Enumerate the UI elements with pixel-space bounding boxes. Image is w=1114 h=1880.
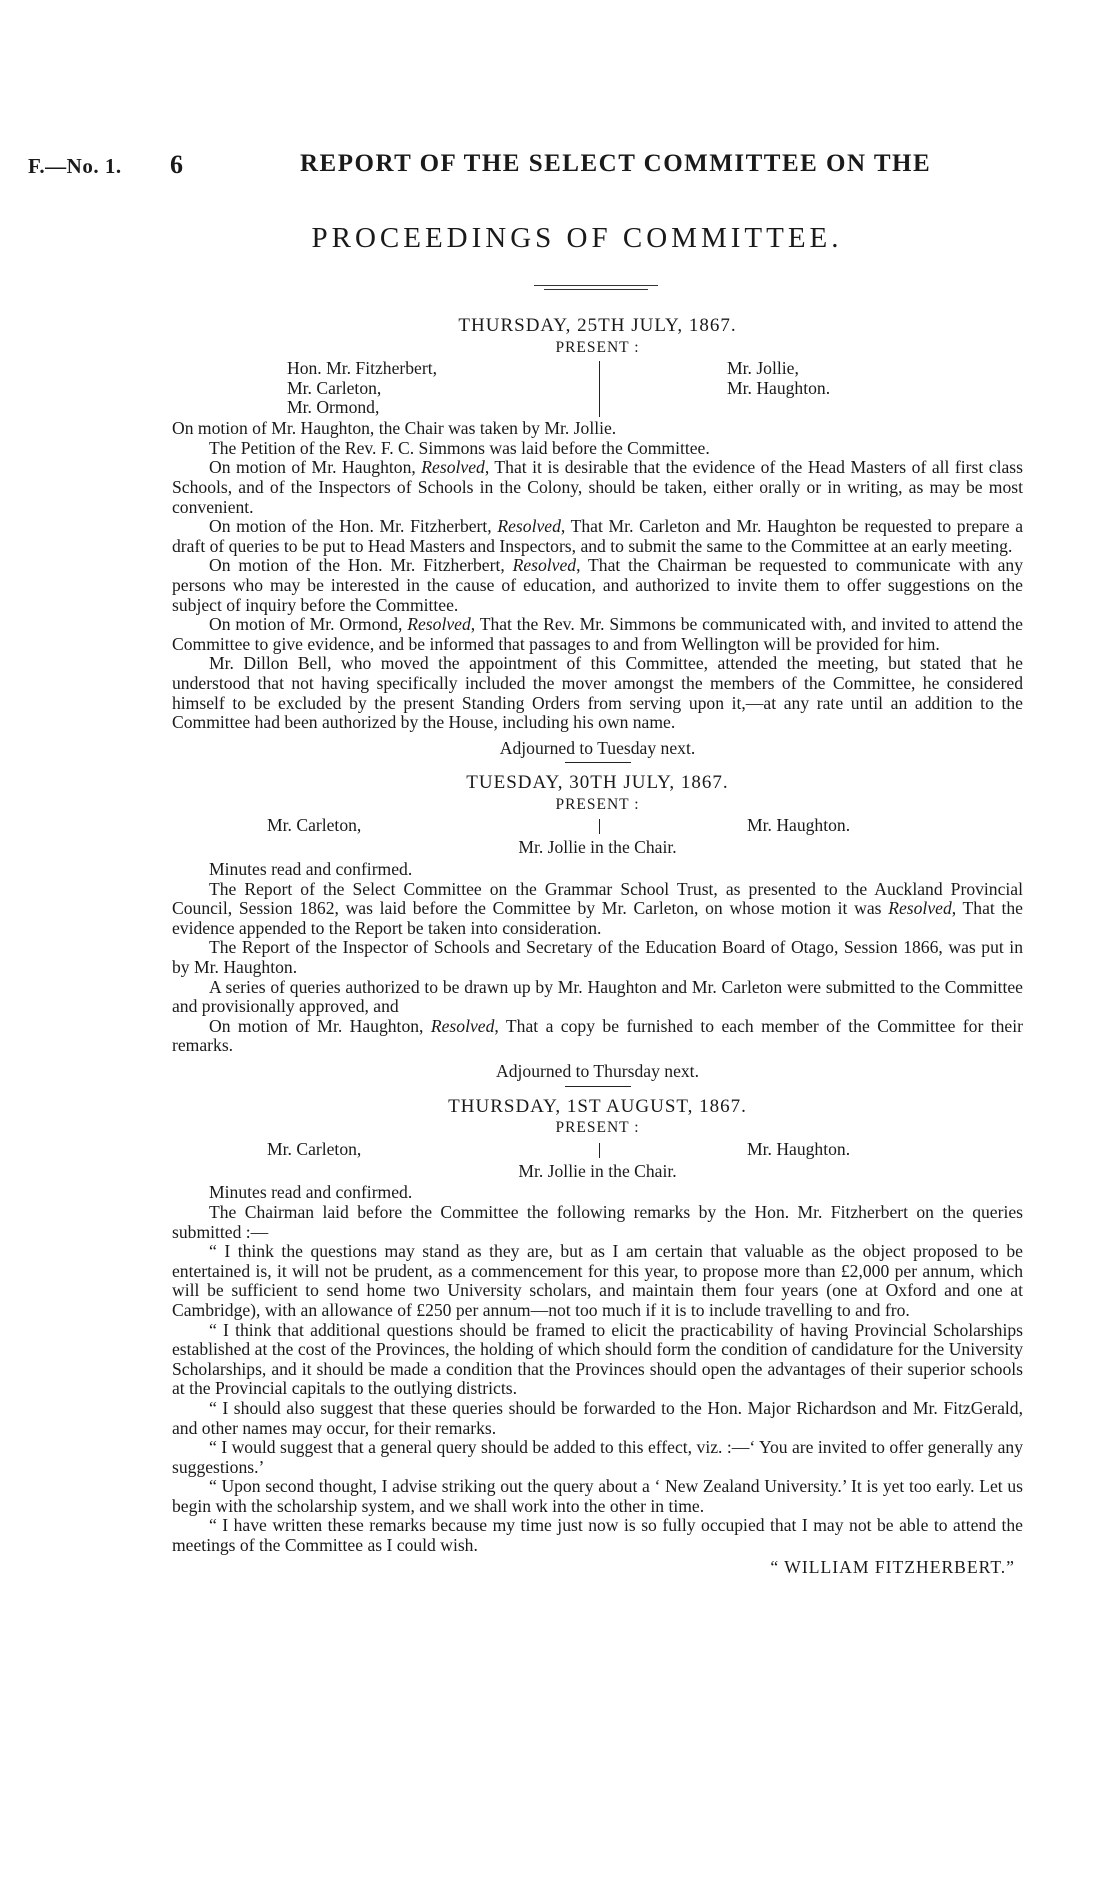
member-name: Hon. Mr. Fitzherbert, (287, 358, 438, 379)
page-number: 6 (170, 150, 183, 179)
meeting-date: TUESDAY, 30TH JULY, 1867. (466, 772, 729, 794)
meeting-date: THURSDAY, 25TH JULY, 1867. (458, 315, 737, 336)
quoted-paragraph: “ I should also suggest that these queries should be forwarded to the Hon. Major Richardson and Mr. FitzGerald, and other names may occur, for their remarks. (172, 1397, 1023, 1438)
minute-paragraph: Minutes read and confirmed. (209, 859, 413, 880)
present-label: PRESENT : (555, 1119, 640, 1137)
column-divider (599, 1143, 600, 1158)
minute-paragraph: On motion of Mr. Haughton, Resolved, That it is desirable that the evidence of the Head Masters of all first class Schools, and of the Inspectors of Schools in the Colony, should be taken, either orally or in writing, as may be most convenient. (172, 457, 1023, 517)
quoted-paragraph: “ I have written these remarks because my time just now is so fully occupied that I may not be able to attend the meetings of the Committee as I could wish. (172, 1515, 1023, 1556)
chair-note: Mr. Jollie in the Chair. (518, 837, 677, 858)
minute-paragraph: The Report of the Inspector of Schools and Secretary of the Education Board of Otago, Session 1866, was put in by Mr. Haughton. (172, 937, 1023, 978)
present-label: PRESENT : (555, 795, 640, 813)
minute-paragraph: On motion of the Hon. Mr. Fitzherbert, Resolved, That Mr. Carleton and Mr. Haughton be requested to prepare a draft of queries to be put to Head Masters and Inspectors, and to submit the same to the Committee at an early meeting. (172, 516, 1023, 556)
column-divider (599, 819, 600, 834)
quoted-paragraph: “ I think that additional questions should be framed to elicit the practicability of having Provincial Scholarships established at the cost of the Provinces, the holding of which should form the condition of candidature for the University Scholarships, and it should be made a condition that the Provinces should open the advantages of their superior schools at the Provincial capitals to the outlying districts. (172, 1319, 1023, 1399)
adjournment-note: Adjourned to Tuesday next. (499, 737, 696, 758)
running-header (0, 150, 1114, 190)
section-divider (565, 762, 631, 763)
adjournment-note: Adjourned to Thursday next. (496, 1061, 699, 1081)
chair-note: Mr. Jollie in the Chair. (518, 1160, 677, 1181)
minute-paragraph: On motion of Mr. Ormond, Resolved, That the Rev. Mr. Simmons be communicated with, and invited to attend the Committee to give evidence, and be informed that passages to and from Wellington will be provided for him. (172, 614, 1023, 654)
member-name: Mr. Haughton. (747, 1138, 851, 1159)
member-name: Mr. Carleton, (267, 1138, 362, 1159)
member-name: Mr. Haughton. (747, 815, 851, 836)
minute-paragraph: Minutes read and confirmed. (209, 1182, 413, 1203)
signature: “ WILLIAM FITZHERBERT.” (770, 1556, 1015, 1577)
minute-paragraph: The Chairman laid before the Committee the following remarks by the Hon. Mr. Fitzherbert on the queries submitted :— (172, 1201, 1023, 1242)
members-present (172, 359, 1023, 419)
members-left-column (267, 816, 361, 836)
members-right-column (727, 359, 830, 398)
member-name: Mr. Ormond, (287, 397, 380, 418)
title-divider (544, 289, 648, 290)
present-label: PRESENT : (555, 338, 640, 356)
member-name: Mr. Carleton, (287, 377, 382, 398)
meeting-1 (172, 316, 1023, 763)
member-name: Mr. Jollie, (727, 358, 799, 379)
member-name: Mr. Haughton. (727, 377, 831, 398)
members-present (172, 1140, 1023, 1162)
minute-paragraph: The Report of the Select Committee on the Grammar School Trust, as presented to the Auckland Provincial Council, Session 1862, was laid before the Committee by Mr. Carleton, on whose motion it was Resolved, That the evidence appended to the Report be taken into consideration. (172, 878, 1023, 938)
page-title: PROCEEDINGS OF COMMITTEE. (311, 222, 843, 254)
members-left-column (287, 359, 437, 418)
members-present (172, 816, 1023, 838)
minute-paragraph: On motion of Mr. Haughton, the Chair was taken by Mr. Jollie. (172, 418, 617, 439)
minute-paragraph: The Petition of the Rev. F. C. Simmons was laid before the Committee. (209, 437, 710, 458)
minute-paragraph: On motion of Mr. Haughton, Resolved, That a copy be furnished to each member of the Committee for their remarks. (172, 1015, 1023, 1056)
members-right-column (747, 816, 850, 836)
minute-paragraph: On motion of the Hon. Mr. Fitzherbert, Resolved, That the Chairman be requested to communicate with any persons who may be interested in the cause of education, and authorized to invite them to offer suggestions on the subject of inquiry before the Committee. (172, 555, 1024, 615)
minute-paragraph: Mr. Dillon Bell, who moved the appointment of this Committee, attended the meeting, but stated that he understood that not having specifically included the mover amongst the members of the Committee, he considered himself to be excluded by the present Standing Orders from serving upon it,—at any rate until an addition to the Committee had been authorized by the House, including his own name. (172, 653, 1023, 733)
quoted-paragraph: “ I would suggest that a general query should be added to this effect, viz. :—‘ You are invited to offer generally any suggestions.’ (172, 1437, 1023, 1477)
document-body (172, 316, 1023, 1577)
section-divider (565, 1086, 631, 1087)
meeting-3 (172, 1097, 1023, 1578)
minute-paragraph: A series of queries authorized to be drawn up by Mr. Haughton and Mr. Carleton were submitted to the Committee and provisionally approved, and (172, 976, 1023, 1017)
meeting-2 (172, 773, 1023, 1086)
title-divider (534, 285, 658, 286)
member-name: Mr. Carleton, (267, 815, 362, 836)
meeting-date: THURSDAY, 1ST AUGUST, 1867. (448, 1095, 747, 1117)
running-title: REPORT OF THE SELECT COMMITTEE ON THE (300, 150, 932, 177)
quoted-paragraph: “ Upon second thought, I advise striking out the query about a ‘ New Zealand University.’ It is yet too early. Let us begin with the scholarship system, and we shall work into the other in time. (172, 1476, 1023, 1516)
column-divider (599, 361, 600, 417)
quoted-paragraph: “ I think the questions may stand as they are, but as I am certain that valuable as the object proposed to be entertained is, it will not be prudent, as a commencement for this year, to propose more than £2,000 per annum, which will be sufficient to send home two University scholars, and maintain them four years (one at Oxford and one at Cambridge), with an allowance of £250 per annum—not too much if it is to include travelling to and fro. (172, 1241, 1023, 1320)
page-reference: F.—No. 1. (28, 154, 122, 178)
members-left-column (267, 1140, 361, 1160)
members-right-column (747, 1140, 850, 1160)
